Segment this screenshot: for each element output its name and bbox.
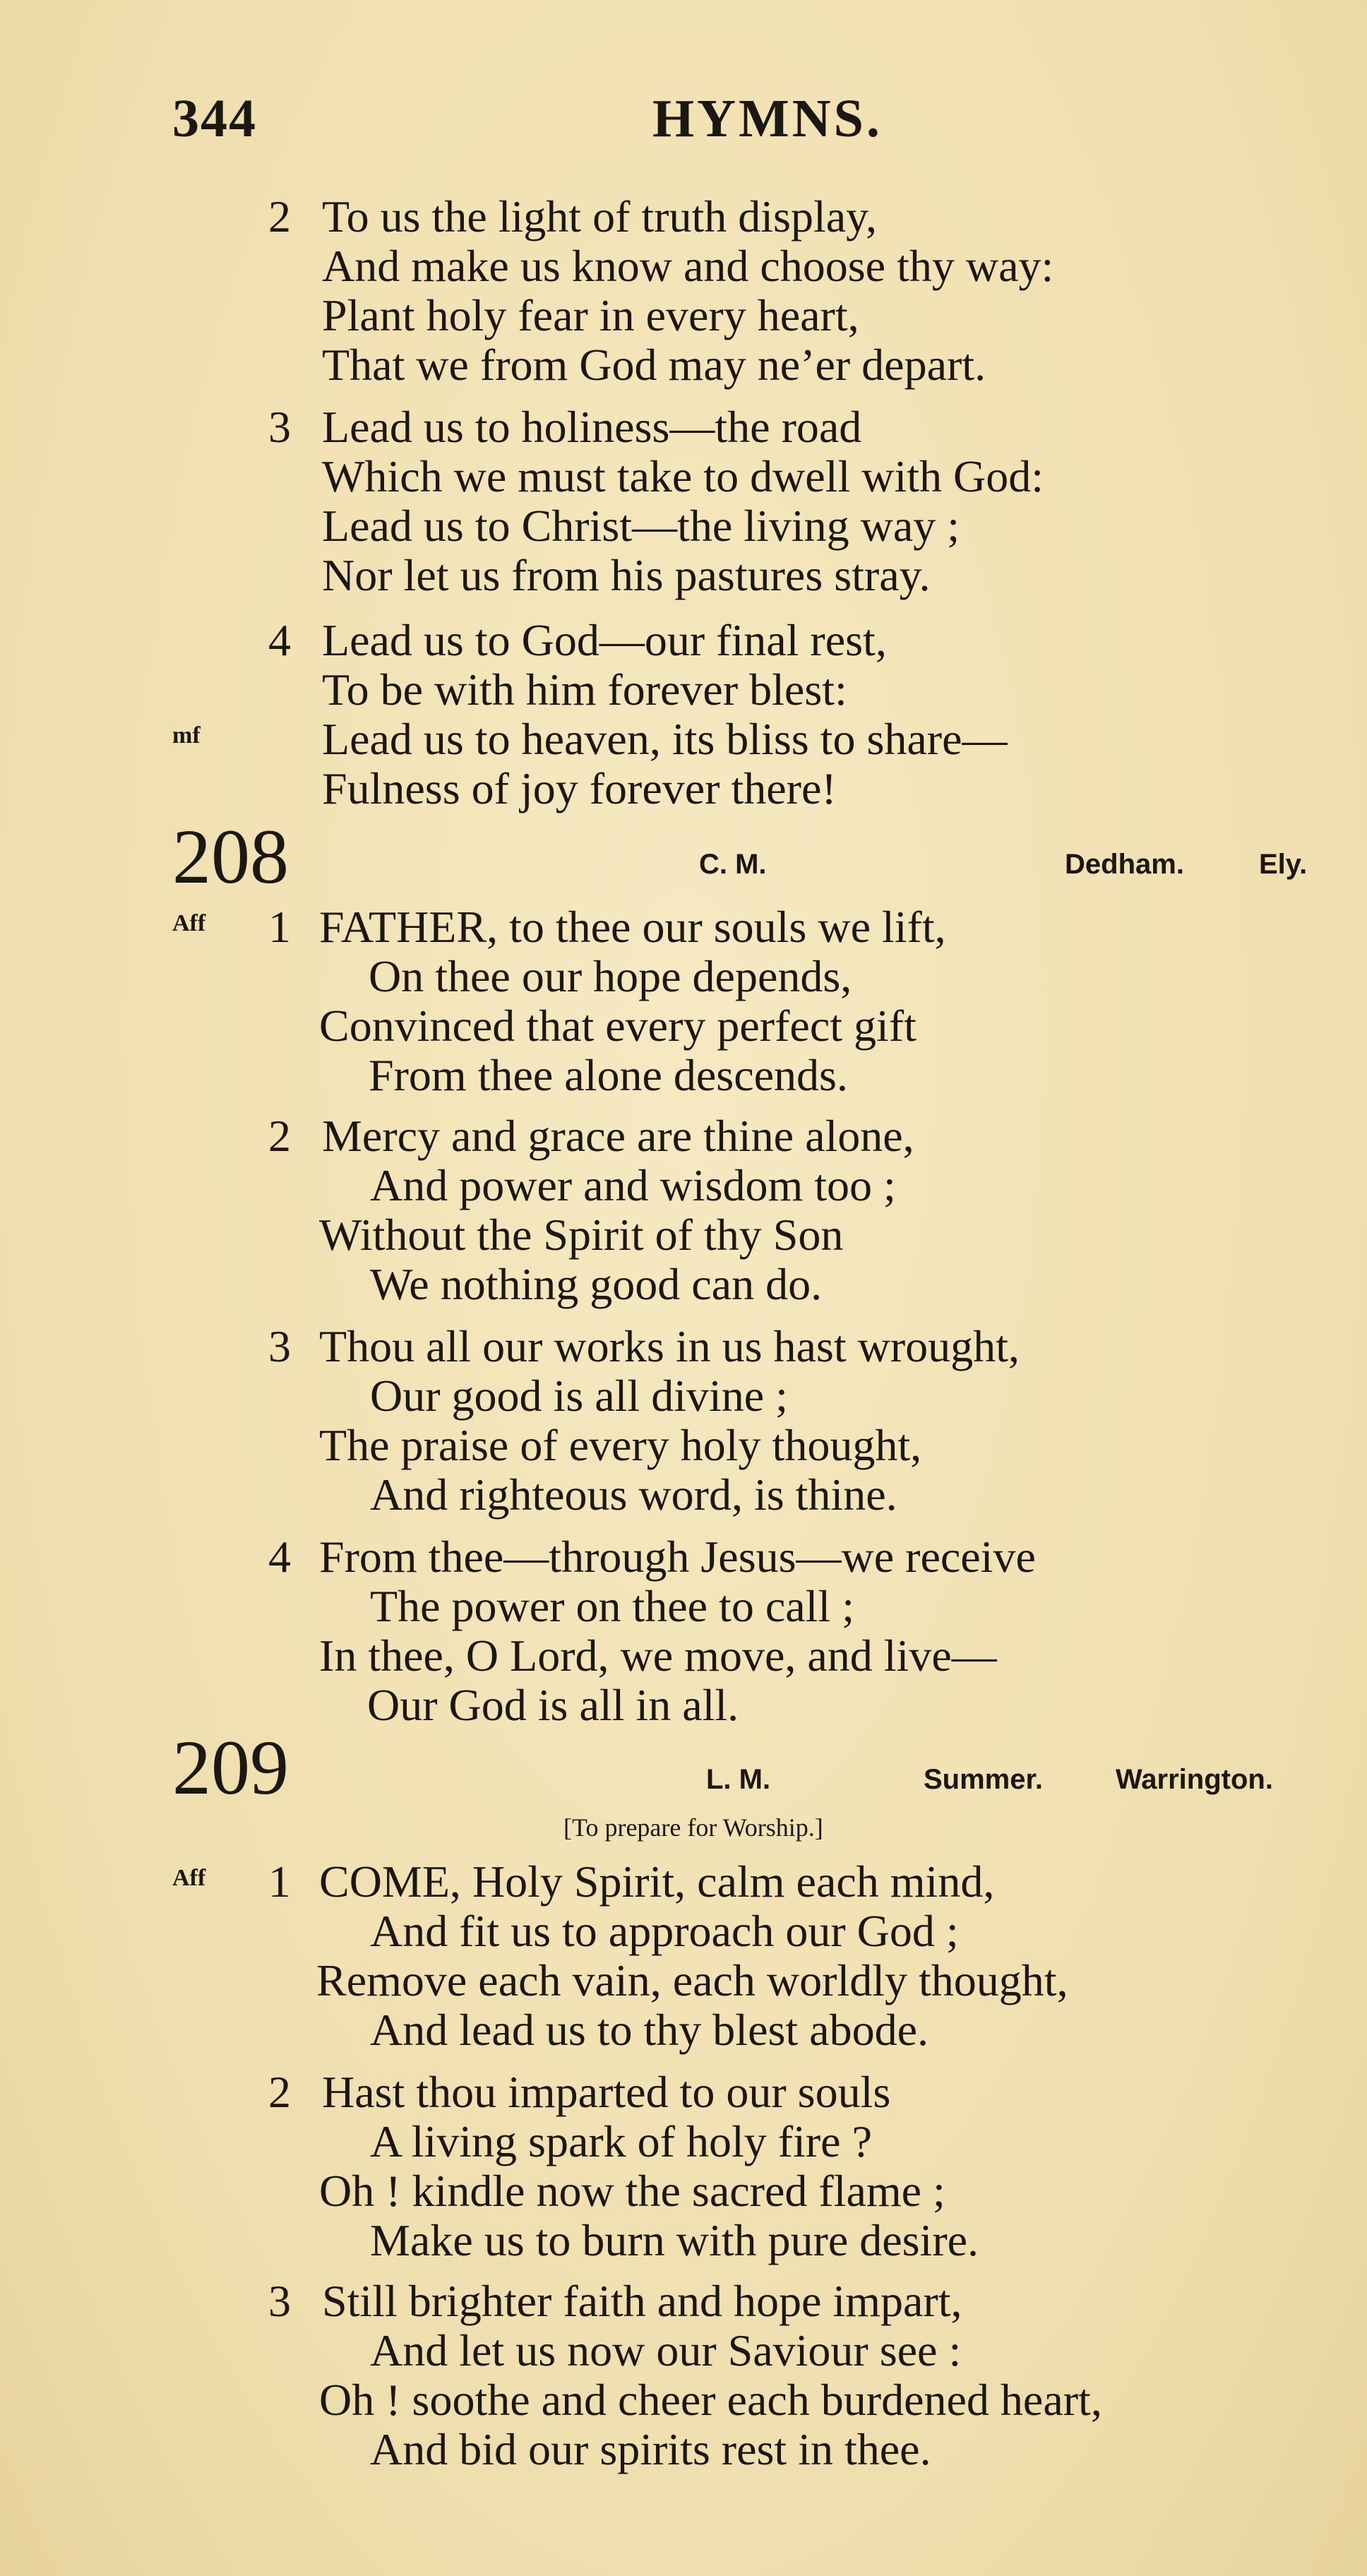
expression-mark: Aff bbox=[172, 910, 206, 936]
verse-line: And power and wisdom too ; bbox=[370, 1160, 896, 1210]
verse-line: And bid our spirits rest in thee. bbox=[370, 2424, 931, 2474]
verse-line: The praise of every holy thought, bbox=[319, 1420, 922, 1470]
verse-line: Mercy and grace are thine alone, bbox=[322, 1111, 914, 1161]
verse-number: 2 bbox=[268, 1111, 291, 1161]
verse-number: 4 bbox=[268, 1532, 291, 1582]
verse-number: 3 bbox=[268, 402, 291, 452]
page-number: 344 bbox=[172, 89, 257, 148]
page-header bbox=[172, 88, 1274, 159]
verse-number: 1 bbox=[268, 902, 291, 952]
verse-line: On thee our hope depends, bbox=[369, 951, 852, 1001]
verse-line: To be with him forever blest: bbox=[322, 664, 847, 715]
verse-line: Thou all our works in us hast wrought, bbox=[319, 1321, 1020, 1371]
tune-name: Dedham. bbox=[1065, 849, 1184, 880]
verse-line: From thee—through Jesus—we receive bbox=[319, 1532, 1036, 1582]
verse-line: Fulness of joy forever there! bbox=[322, 763, 837, 813]
verse-line: A living spark of holy fire ? bbox=[370, 2116, 872, 2166]
verse-line: To us the light of truth display, bbox=[322, 191, 877, 242]
verse-line: Without the Spirit of thy Son bbox=[319, 1210, 844, 1260]
verse-line: Lead us to Christ—the living way ; bbox=[322, 501, 960, 551]
verse-line: FATHER, to thee our souls we lift, bbox=[319, 902, 946, 952]
verse-line: Plant holy fear in every heart, bbox=[322, 290, 859, 340]
tune-name: Summer. bbox=[924, 1764, 1043, 1795]
meter: C. M. bbox=[699, 849, 767, 880]
verse-line: And fit us to approach our God ; bbox=[370, 1906, 959, 1956]
verse-line: And lead us to thy blest abode. bbox=[370, 2005, 929, 2055]
verse-line: Lead us to holiness—the road bbox=[322, 402, 862, 452]
verse-line: Hast thou imparted to our souls bbox=[322, 2067, 891, 2117]
verse-number: 4 bbox=[268, 615, 291, 665]
verse-number: 2 bbox=[268, 2067, 291, 2117]
hymn-subtitle: [To prepare for Worship.] bbox=[563, 1813, 823, 1842]
tune-name: Ely. bbox=[1259, 849, 1308, 880]
verse-line: The power on thee to call ; bbox=[370, 1581, 854, 1631]
verse-line: And make us know and choose thy way: bbox=[322, 241, 1054, 291]
hymn-number: 208 bbox=[172, 813, 289, 900]
verse-line: Oh ! kindle now the sacred flame ; bbox=[319, 2166, 945, 2216]
verse-line: And righteous word, is thine. bbox=[370, 1469, 897, 1520]
verse-line: Our good is all divine ; bbox=[370, 1371, 788, 1421]
expression-mark: Aff bbox=[172, 1865, 206, 1891]
verse-line: We nothing good can do. bbox=[370, 1259, 823, 1309]
verse-number: 3 bbox=[268, 2276, 291, 2326]
verse-line: That we from God may ne’er depart. bbox=[322, 340, 986, 390]
hymn-number: 209 bbox=[172, 1724, 289, 1811]
verse-line: Lead us to God—our final rest, bbox=[322, 615, 887, 665]
verse-line: Remove each vain, each worldly thought, bbox=[316, 1955, 1068, 2005]
verse-number: 1 bbox=[268, 1856, 291, 1907]
verse-line: From thee alone descends. bbox=[369, 1050, 848, 1100]
running-head: HYMNS. bbox=[652, 89, 883, 148]
verse-line: Make us to burn with pure desire. bbox=[370, 2215, 979, 2265]
verse-line: In thee, O Lord, we move, and live— bbox=[319, 1630, 997, 1681]
verse-line: Oh ! soothe and cheer each burdened heart, bbox=[319, 2375, 1102, 2425]
verse-line: Our God is all in all. bbox=[367, 1680, 739, 1730]
tune-name: Warrington. bbox=[1116, 1764, 1273, 1795]
verse-number: 2 bbox=[268, 191, 291, 242]
verse-line: Still brighter faith and hope impart, bbox=[322, 2276, 962, 2326]
dynamic-mark: mf bbox=[172, 722, 201, 749]
verse-number: 3 bbox=[268, 1321, 291, 1371]
meter: L. M. bbox=[706, 1764, 771, 1795]
verse-line: COME, Holy Spirit, calm each mind, bbox=[319, 1856, 995, 1907]
verse-line: And let us now our Saviour see : bbox=[370, 2325, 962, 2375]
verse-line: Which we must take to dwell with God: bbox=[322, 451, 1044, 501]
verse-line: Convinced that every perfect gift bbox=[319, 1001, 917, 1051]
verse-line: Nor let us from his pastures stray. bbox=[322, 550, 931, 600]
verse-line: Lead us to heaven, its bliss to share— bbox=[322, 714, 1008, 764]
